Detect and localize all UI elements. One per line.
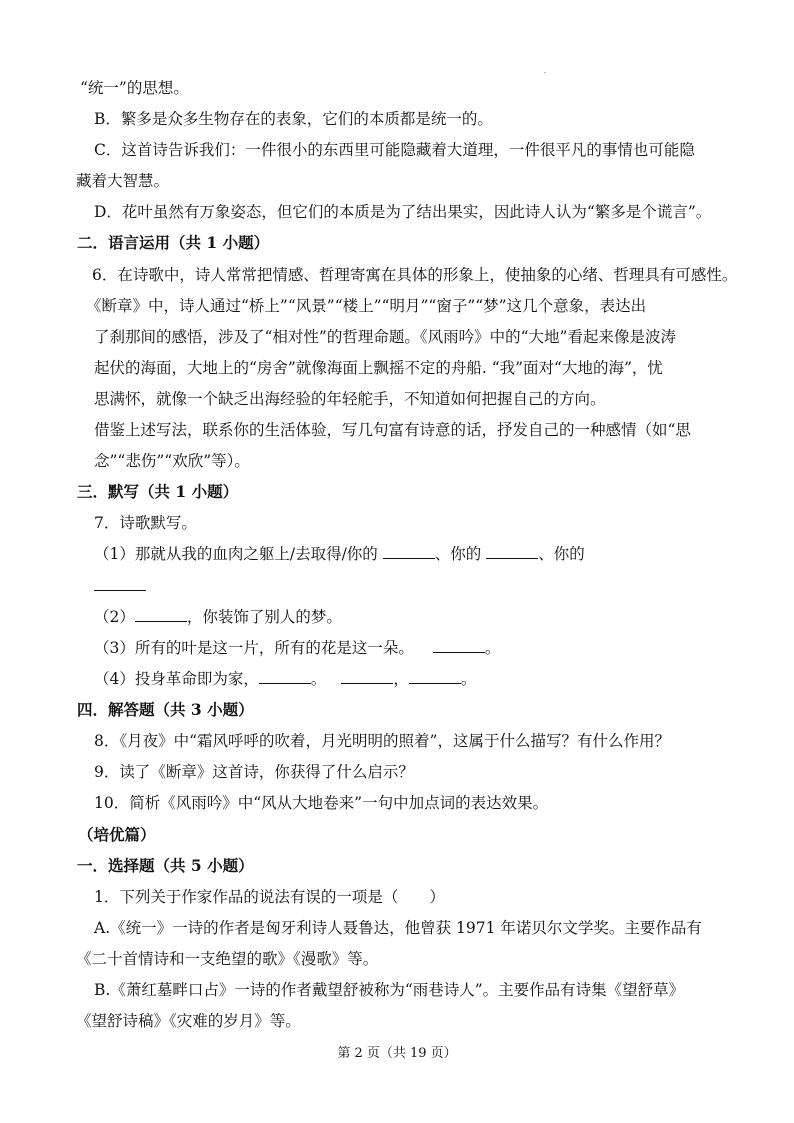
- text-segment: ，你装饰了别人的梦。: [186, 608, 342, 626]
- punct: 。: [460, 670, 477, 688]
- blank-line: [94, 576, 146, 596]
- text-line: 借鉴上述写法，联系你的生活体验，写几句富有诗意的话，抒发自己的一种感情（如“思: [94, 421, 691, 439]
- punct: ，: [393, 670, 409, 688]
- question-7-1: [94, 544, 585, 564]
- question-10: 10．简析《风雨吟》中“风从大地卷来”一句中加点词的表达效果。: [94, 794, 549, 812]
- answer-blank[interactable]: [94, 576, 146, 591]
- text-line: “统一”的思想。: [80, 79, 189, 97]
- part-heading: （培优篇）: [78, 825, 156, 844]
- answer-blank[interactable]: [383, 544, 435, 559]
- page-number: 第 2 页（共 19 页）: [337, 1046, 457, 1061]
- scan-speck: [544, 72, 546, 73]
- answer-blank[interactable]: [341, 669, 393, 684]
- text-line: 《二十首情诗和一支绝望的歌》《漫歌》等。: [76, 950, 379, 968]
- section-heading: 四．解答题（共 3 小题）: [77, 700, 254, 719]
- option-d: D．花叶虽然有万象姿态，但它们的本质是为了结出果实，因此诗人认为“繁多是个谎言”。: [94, 203, 712, 221]
- question-6: 6．在诗歌中，诗人常常把情感、哲理寄寓在具体的形象上，使抽象的心绪、哲理具有可感性。: [92, 266, 738, 284]
- text-line: 《断章》中，诗人通过“桥上”“风景”“楼上”“明月”“窗子”“梦”这几个意象，表达出: [86, 297, 647, 315]
- answer-blank[interactable]: [409, 669, 461, 684]
- text-segment: 、你的: [538, 545, 585, 563]
- answer-blank[interactable]: [433, 638, 485, 653]
- text-line: 藏着大智慧。: [76, 172, 170, 190]
- text-line: 《望舒诗稿》《灾难的岁月》等。: [76, 1012, 301, 1030]
- option-a: A.《统一》一诗的作者是匈牙利诗人聂鲁达，他曾获 1971 年诺贝尔文学奖。主要作品有: [94, 919, 702, 937]
- answer-blank[interactable]: [486, 544, 538, 559]
- answer-blank[interactable]: [259, 669, 311, 684]
- question-1: 1．下列关于作家作品的说法有误的一项是（ ）: [94, 888, 445, 906]
- text-line: 思满怀，就像一个缺乏出海经验的年轻舵手，不知道如何把握自己的方向。: [94, 390, 606, 408]
- text-segment: （1）那就从我的血肉之躯上/去取得/你的: [94, 545, 378, 563]
- section-heading: 一．选择题（共 5 小题）: [77, 856, 254, 875]
- question-8: 8．《月夜》中“霜风呼呼的吹着，月光明明的照着”，这属于什么描写？有什么作用？: [94, 732, 670, 750]
- question-7-4: [94, 669, 476, 689]
- text-line: 起伏的海面，大地上的“房舍”就像海面上飘摇不定的舟船. “我”面对“大地的海”，忧: [94, 359, 663, 377]
- punct: 。: [484, 639, 501, 657]
- option-b: B.《萧红墓畔口占》一诗的作者戴望舒被称为“雨巷诗人”。主要作品有诗集《望舒草》: [94, 981, 685, 999]
- option-b: B．繁多是众多生物存在的表象，它们的本质都是统一的。: [94, 110, 493, 128]
- question-9: 9．读了《断章》这首诗，你获得了什么启示？: [94, 763, 414, 781]
- answer-blank[interactable]: [135, 607, 187, 622]
- text-line: 念”“悲伤”“欢欣”等）。: [94, 452, 250, 470]
- text-segment: （2）: [94, 608, 135, 626]
- question-7-2: [94, 607, 342, 627]
- option-c: C．这首诗告诉我们：一件很小的东西里可能隐藏着大道理，一件很平凡的事情也可能隐: [94, 141, 695, 159]
- text-segment: 、你的: [434, 545, 482, 563]
- section-heading: 二．语言运用（共 1 小题）: [77, 233, 270, 252]
- section-heading: 三．默写（共 1 小题）: [77, 482, 239, 501]
- text-segment: （4）投身革命即为家，: [94, 670, 259, 688]
- punct: 。: [310, 670, 327, 688]
- question-7-3: [94, 638, 500, 658]
- text-segment: （3）所有的叶是这一片，所有的花是这一朵。: [94, 639, 414, 657]
- text-line: 了刹那间的感悟，涉及了“相对性”的哲理命题。《风雨吟》中的“大地”看起来像是波涛: [94, 328, 676, 346]
- question-7: 7．诗歌默写。: [94, 514, 197, 532]
